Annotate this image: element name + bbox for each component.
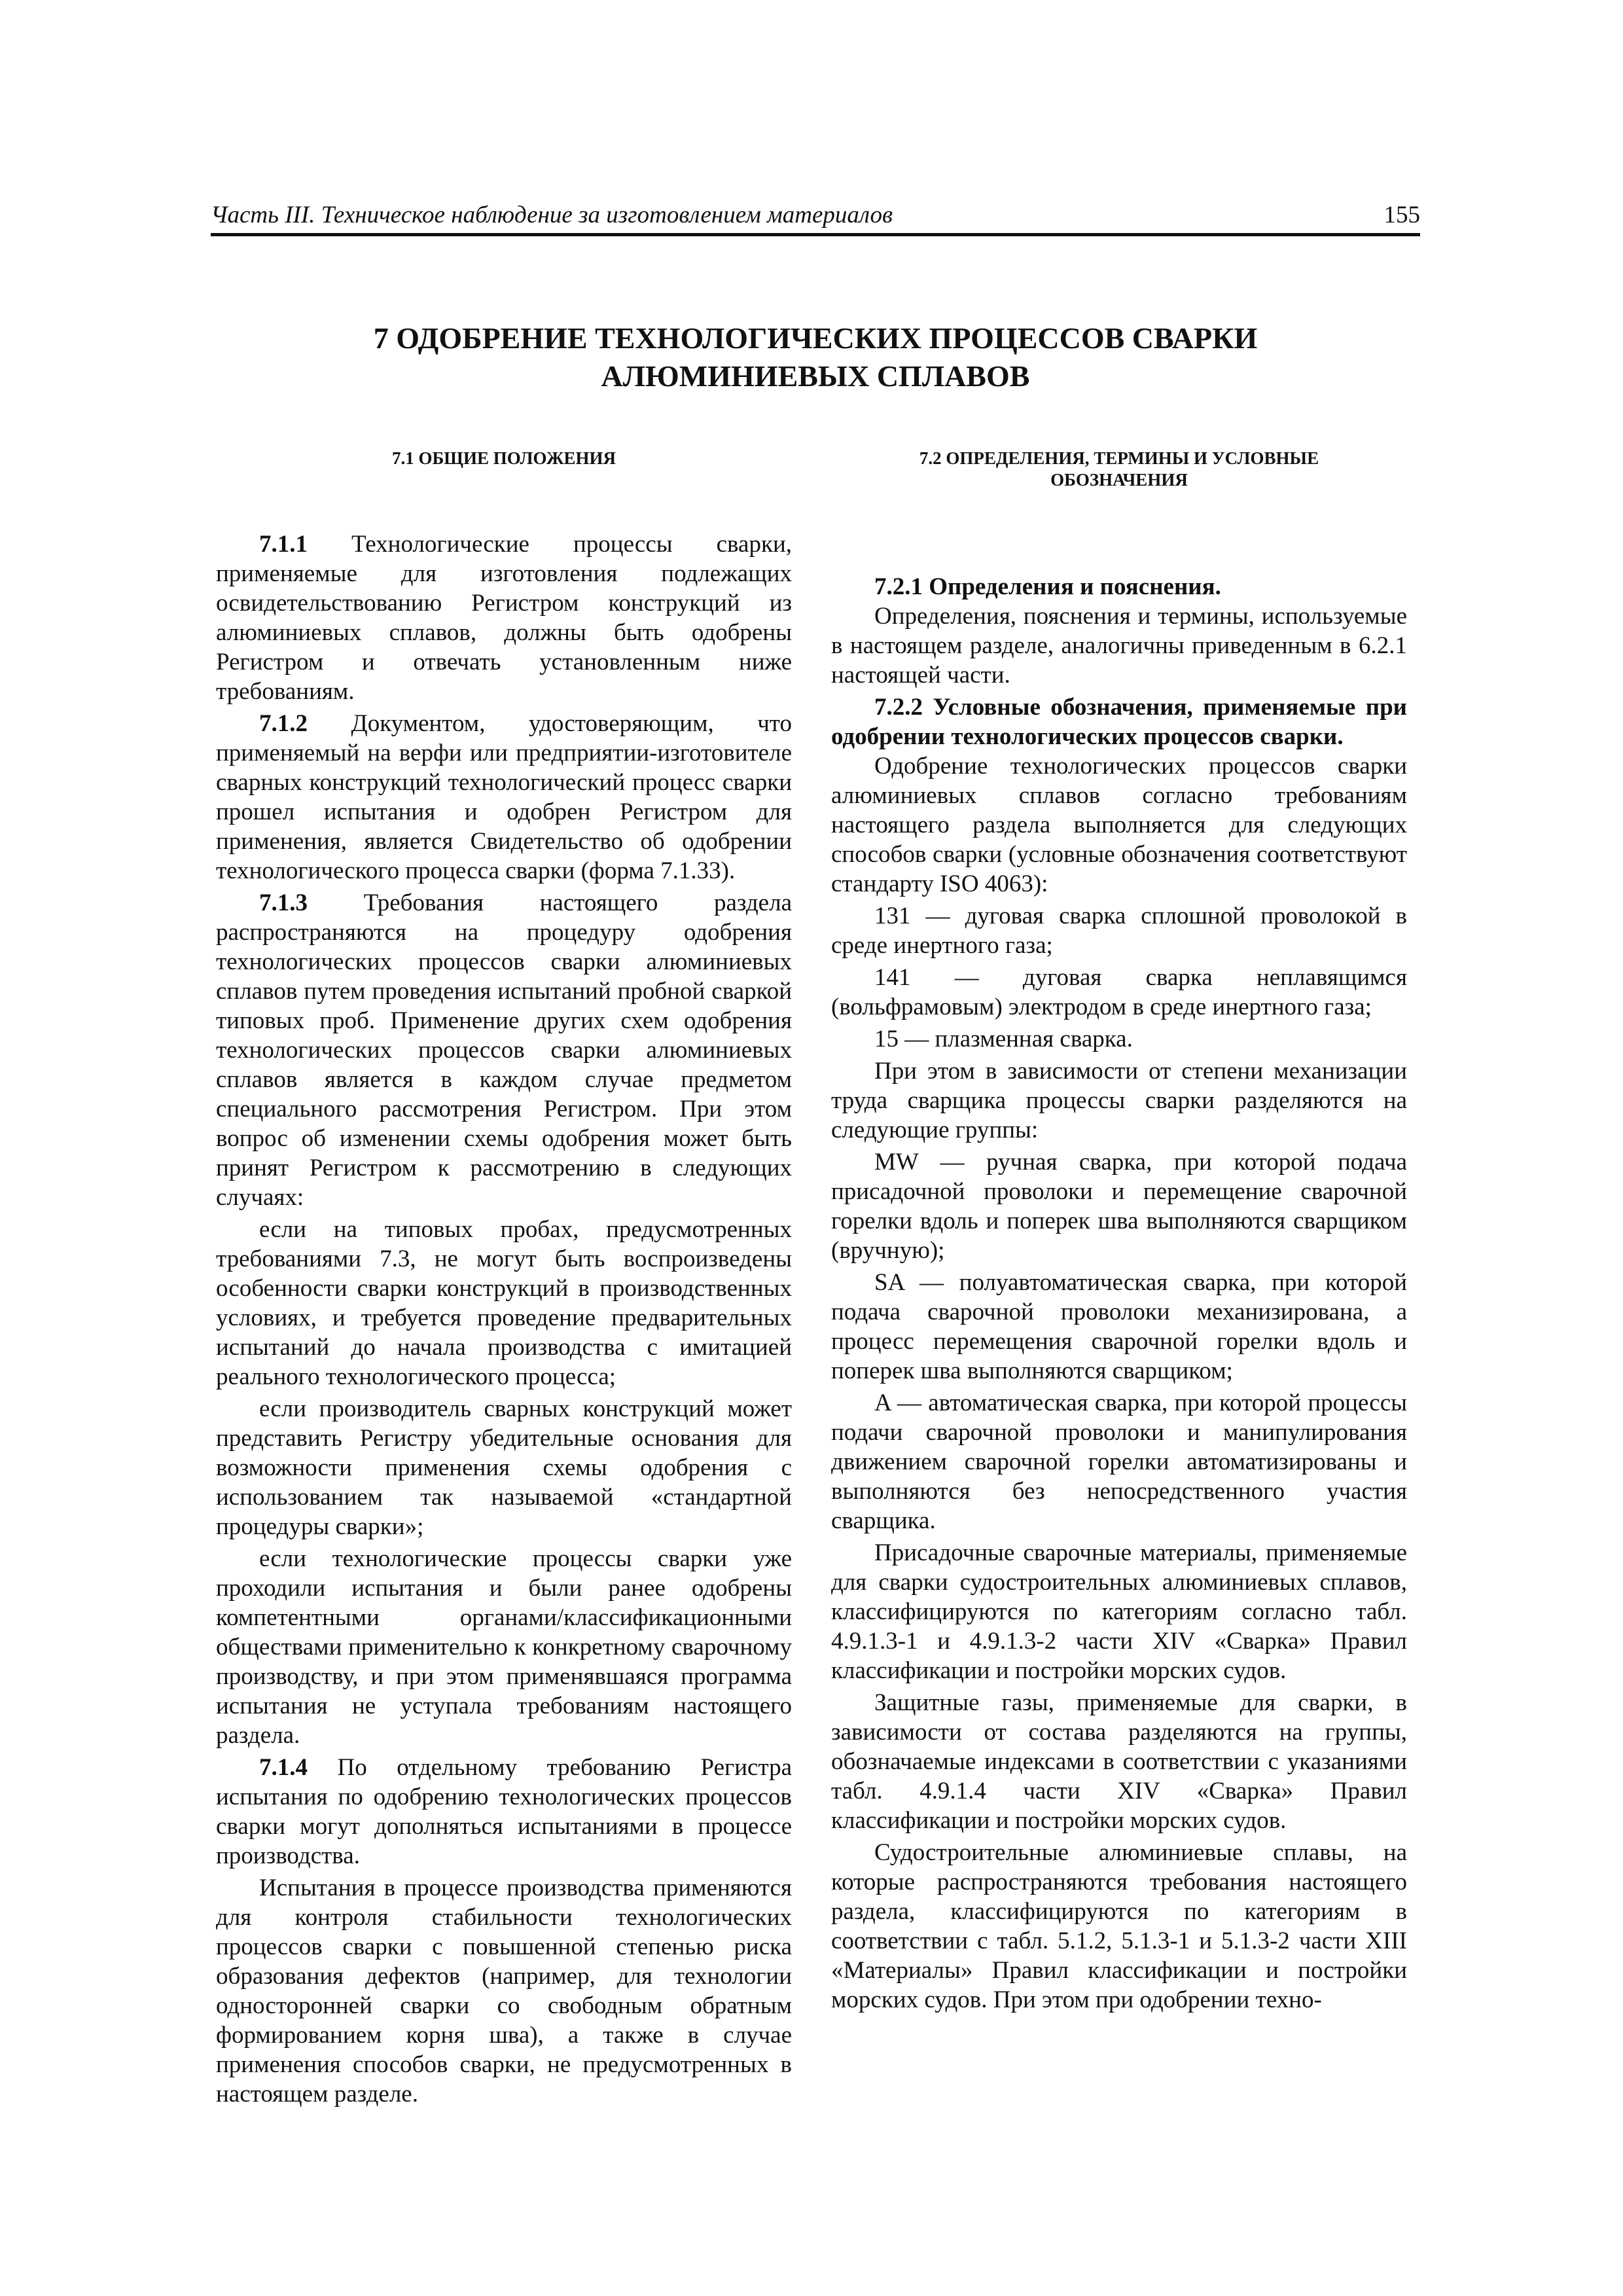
section-title-7-1: 7.1 ОБЩИЕ ПОЛОЖЕНИЯ (391, 448, 616, 468)
paragraph-groups-intro: При этом в зависимости от степени механизации труда сварщика процессы сварки разделяются на следующие группы: (831, 1058, 1407, 1143)
paragraph-filler-materials: Присадочные сварочные материалы, применяемые для сварки судостроительных алюминиевых сплавов, классифицируются по категориям согласно табл. 4.9.1.3-1 и 4.9.1.3-2 части XIV «Сварка» Правил классификации и постройки морских судов. (831, 1539, 1407, 1684)
paragraph-7-1-2: 7.1.2 Документом, удостоверяющим, что применяемый на верфи или предприятии-изготовителе сварных конструкций технологический процесс сварки прошел испытания и одобрен Регистром для применения, является Свидетельство об одобрении технологического процесса сварки (форма 7.1.33). (216, 710, 792, 884)
running-header (211, 199, 1420, 236)
page-number: 155 (1383, 202, 1420, 228)
paragraph-case-3: если технологические процессы сварки уже проходили испытания и были ранее одобрены компетентными органами/классификационными обществами применительно к конкретному сварочному производству, и при этом применявшаяся программа испытания не уступала требованиям настоящего раздела. (216, 1545, 792, 1749)
subsection-7-2-1: 7.2.1 Определения и пояснения. (874, 573, 1221, 600)
left-column (216, 448, 792, 2111)
paragraph-group-mw: MW — ручная сварка, при которой подача присадочной проволоки и перемещение сварочной горелки вдоль и поперек шва выполняются сварщиком (вручную); (831, 1149, 1407, 1264)
paragraph-7-1-4: 7.1.4 По отдельному требованию Регистра испытания по одобрению технологических процессов сварки могут дополняться испытаниями в процессе производства. (216, 1754, 792, 1869)
paragraph-production-tests: Испытания в процессе производства применяются для контроля стабильности технологических процессов сварки с повышенной степенью риска образования дефектов (например, для технологии односторонней сварки со свободным обратным формированием корня шва), а также в случае применения способов сварки, не предусмотренных в настоящем разделе. (216, 1874, 792, 2108)
paragraph-7-1-3: 7.1.3 Требования настоящего раздела распространяются на процедуру одобрения технологических процессов сварки алюминиевых сплавов путем проведения испытаний пробной сваркой типовых проб. Применение других схем одобрения технологических процессов сварки алюминиевых сплавов является в каждом случае предметом специального рассмотрения Регистром. При этом вопрос об изменении схемы одобрения может быть принят Регистром к рассмотрению в следующих случаях: (216, 889, 792, 1211)
section-title-7-2: 7.2 ОПРЕДЕЛЕНИЯ, ТЕРМИНЫ И УСЛОВНЫЕ ОБОЗНАЧЕНИЯ (919, 448, 1319, 490)
paragraph-case-1: если на типовых пробах, предусмотренных требованиями 7.3, не могут быть воспроизведены особенности сварки конструкций в производственных условиях, и требуется проведение предварительных испытаний до начала производства с имитацией реального технологического процесса; (216, 1216, 792, 1390)
paragraph-method-131: 131 — дуговая сварка сплошной проволокой в среде инертного газа; (831, 903, 1407, 959)
chapter-title-line-1: 7 ОДОБРЕНИЕ ТЕХНОЛОГИЧЕСКИХ ПРОЦЕССОВ СВАРКИ (373, 321, 1258, 355)
paragraph-definitions: Определения, пояснения и термины, используемые в настоящем разделе, аналогичны приведенным в 6.2.1 настоящей части. (831, 603, 1407, 689)
paragraph-7-1-1: 7.1.1 Технологические процессы сварки, применяемые для изготовления подлежащих освидетельствованию Регистром конструкций из алюминиевых сплавов, должны быть одобрены Регистром и отвечать установленным ниже требованиям. (216, 531, 792, 705)
running-header-title: Часть III. Техническое наблюдение за изготовлением материалов (211, 202, 893, 228)
clause-number: 7.1.2 (259, 710, 308, 737)
paragraph-shielding-gases: Защитные газы, применяемые для сварки, в зависимости от состава разделяются на группы, обозначаемые индексами в соответствии с указаниями табл. 4.9.1.4 части XIV «Сварка» Правил классификации и постройки морских судов. (831, 1689, 1407, 1834)
paragraph-welding-methods: Одобрение технологических процессов сварки алюминиевых сплавов согласно требованиям настоящего раздела выполняется для следующих способов сварки (условные обозначения соответствуют стандарту ISO 4063): (831, 753, 1407, 897)
right-column (831, 448, 1407, 2017)
chapter-title (211, 319, 1420, 395)
subsection-7-2-2: 7.2.2 Условные обозначения, применяемые при одобрении технологических процессов сварки. (831, 694, 1407, 750)
chapter-title-line-2: АЛЮМИНИЕВЫХ СПЛАВОВ (601, 359, 1030, 393)
clause-number: 7.1.3 (259, 889, 308, 916)
paragraph-alloys: Судостроительные алюминиевые сплавы, на которые распространяются требования настоящего раздела, классифицируются по категориям в соответствии с табл. 5.1.2, 5.1.3-1 и 5.1.3-2 части XIII «Материалы» Правил классификации и постройки морских судов. При этом при одобрении техно- (831, 1839, 1407, 2013)
paragraph-method-141: 141 — дуговая сварка неплавящимся (вольфрамовым) электродом в среде инертного газа; (831, 964, 1407, 1020)
clause-number: 7.1.4 (259, 1754, 308, 1781)
paragraph-group-a: A — автоматическая сварка, при которой процессы подачи сварочной проволоки и манипулирования движением сварочной горелки автоматизированы и выполняются без непосредственного участия сварщика. (831, 1390, 1407, 1534)
paragraph-group-sa: SA — полуавтоматическая сварка, при которой подача сварочной проволоки механизирована, а процесс перемещения сварочной горелки вдоль и поперек шва выполняются сварщиком; (831, 1269, 1407, 1384)
clause-number: 7.1.1 (259, 531, 308, 558)
paragraph-method-15: 15 — плазменная сварка. (874, 1026, 1133, 1052)
paragraph-case-2: если производитель сварных конструкций может представить Регистру убедительные основания для возможности применения схемы одобрения с использованием так называемой «стандартной процедуры сварки»; (216, 1395, 792, 1540)
